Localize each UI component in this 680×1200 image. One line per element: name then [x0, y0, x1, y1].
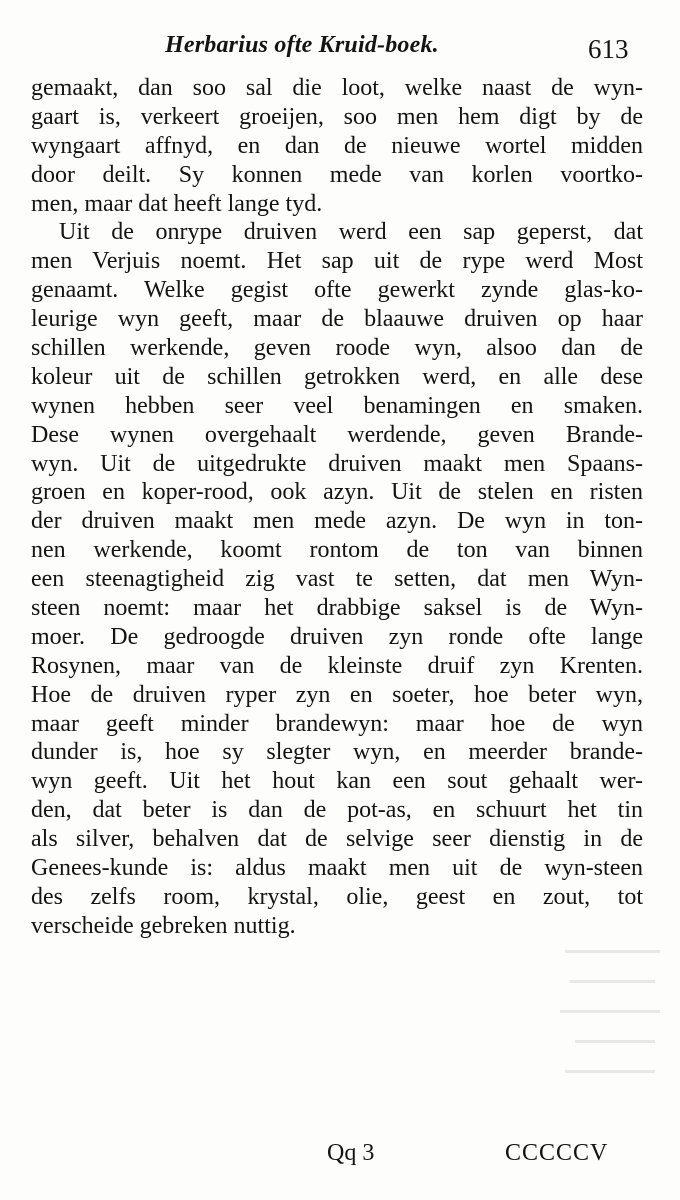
- text-line: genaamt. Welke gegist ofte gewerkt zynde glas-ko-: [31, 277, 643, 304]
- running-title: Herbarius ofte Kruid-boek.: [165, 32, 439, 58]
- bleed-through-shadow: [560, 940, 670, 1090]
- page-footer: [0, 1140, 680, 1180]
- signature-mark: Qq 3: [327, 1140, 375, 1166]
- text-line: groen en koper-rood, ook azyn. Uit de stelen en risten: [31, 479, 643, 506]
- text-line: Dese wynen overgehaalt werdende, geven Brande-: [31, 421, 643, 448]
- text-line: leurige wyn geeft, maar de blaauwe druiven op haar: [31, 306, 643, 333]
- text-line: wyn geeft. Uit het hout kan een sout gehaalt wer-: [31, 768, 643, 795]
- text-line: verscheide gebreken nuttig.: [31, 912, 296, 939]
- text-line: des zelfs room, krystal, olie, geest en zout, tot: [31, 883, 643, 910]
- text-line: dunder is, hoe sy slegter wyn, en meerder brande-: [31, 739, 643, 766]
- text-line: moer. De gedroogde druiven zyn ronde ofte lange: [31, 623, 643, 650]
- text-line: men, maar dat heeft lange tyd.: [31, 190, 323, 217]
- text-line: maar geeft minder brandewyn: maar hoe de wyn: [31, 710, 643, 737]
- text-line: Uit de onrype druiven werd een sap geperst, dat: [59, 219, 643, 246]
- roman-folio: CCCCCV: [505, 1140, 609, 1166]
- text-line: steen noemt: maar het drabbige saksel is de Wyn-: [31, 595, 643, 622]
- text-line: wynen hebben seer veel benamingen en smaken.: [31, 392, 643, 419]
- text-line: gemaakt, dan soo sal die loot, welke naast de wyn-: [31, 75, 643, 101]
- text-line: Genees-kunde is: aldus maakt men uit de wyn-steen: [31, 855, 643, 882]
- page-number: 613: [588, 34, 629, 64]
- text-line: door deilt. Sy konnen mede van korlen voortko-: [31, 161, 643, 188]
- text-line: als silver, behalven dat de selvige seer dienstig in de: [31, 826, 643, 853]
- text-line: nen werkende, koomt rontom de ton van binnen: [31, 537, 643, 564]
- text-line: een steenagtigheid zig vast te setten, dat men Wyn-: [31, 566, 643, 593]
- page-header: [0, 30, 680, 70]
- text-line: den, dat beter is dan de pot-as, en schuurt het tin: [31, 797, 643, 824]
- text-line: schillen werkende, geven roode wyn, alsoo dan de: [31, 335, 643, 362]
- text-line: koleur uit de schillen getrokken werd, en alle dese: [31, 363, 643, 390]
- text-line: wyn. Uit de uitgedrukte druiven maakt men Spaans-: [31, 450, 643, 477]
- body-text: [31, 74, 643, 941]
- text-line: Hoe de druiven ryper zyn en soeter, hoe beter wyn,: [31, 681, 643, 708]
- text-line: gaart is, verkeert groeijen, soo men hem digt by de: [31, 103, 643, 130]
- text-line: wyngaart affnyd, en dan de nieuwe wortel midden: [31, 132, 643, 159]
- text-line: Rosynen, maar van de kleinste druif zyn Krenten.: [31, 652, 643, 679]
- text-line: men Verjuis noemt. Het sap uit de rype werd Most: [31, 248, 643, 275]
- text-line: der druiven maakt men mede azyn. De wyn in ton-: [31, 508, 643, 535]
